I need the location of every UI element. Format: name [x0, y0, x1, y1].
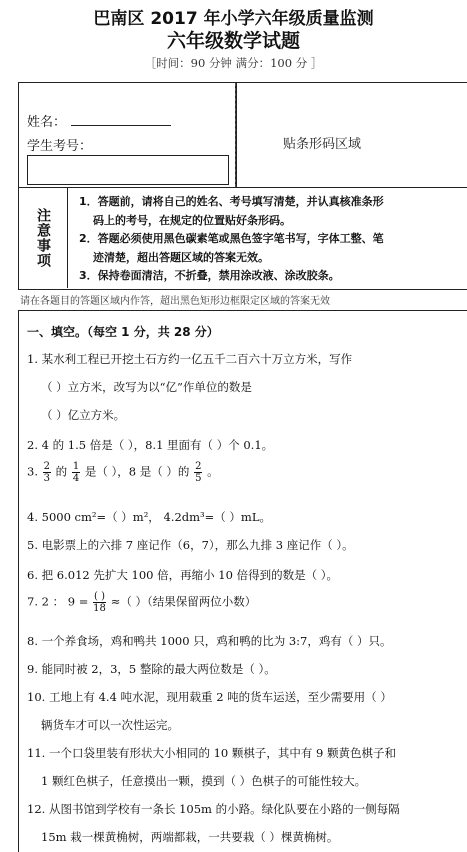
barcode-area: 贴条形码区域: [283, 137, 362, 152]
question-3: 3. $\frac{2}{3}$ 的 $\frac{1}{4}$ 是（ ），8 是（ ）的 $\frac{2}{5}$ 。: [27, 461, 219, 484]
question-line: 辆货车才可以一次性运完。: [41, 718, 179, 732]
fraction: $\frac{1}{4}$: [72, 461, 80, 484]
name-label: 姓名：: [27, 115, 67, 130]
notes-item: 迹清楚，超出答题区域的答案无效。: [93, 250, 269, 264]
question-line: 8. 一个养食场，鸡和鸭共 1000 只，鸡和鸭的比为 3:7，鸡有（ ）只。: [27, 634, 392, 648]
question-line: （ ）立方米，改写为以“亿”作单位的数是: [41, 380, 252, 394]
student-no-field[interactable]: [27, 155, 229, 185]
notes-item: 码上的考号，在规定的位置贴好条形码。: [93, 213, 291, 227]
fraction: $\frac{2}{3}$: [43, 461, 51, 484]
question-line: 1. 某水利工程已开挖土石方约一亿五千二百六十万立方米，写作: [27, 352, 353, 366]
section-title: 一、填空。（每空 1 分，共 28 分）: [27, 325, 219, 339]
answer-area-warning: 请在各题目的答题区域内作答，超出黑色矩形边框限定区域的答案无效: [20, 296, 330, 307]
question-line: 11. 一个口袋里装有形状大小相同的 10 颗棋子，其中有 9 颗黄色棋子和: [27, 746, 397, 760]
question-line: 12. 从图书馆到学校有一条长 105m 的小路。绿化队要在小路的一侧每隔: [27, 802, 400, 816]
question-line: 9. 能同时被 2，3，5 整除的最大两位数是（ ）。: [27, 662, 276, 676]
notes-item: 3．保持卷面清洁，不折叠，禁用涂改液、涂改胶条。: [79, 269, 340, 282]
fraction: $\frac{2}{5}$: [195, 461, 202, 484]
question-line: 15m 栽一棵黄桷树，两端都栽，一共要栽（ ）棵黄桷树。: [41, 830, 339, 844]
exam-title-line1: 巴南区 2017 年小学六年级质量监测: [93, 9, 374, 29]
question-number: 7.: [27, 594, 38, 609]
exam-title-line2: 六年级数学试题: [166, 30, 300, 52]
question-line: 4. 5000 cm²=（ ）m²， 4.2dm³=（ ）mL。: [27, 510, 271, 524]
answer-area: [18, 310, 467, 852]
student-no-label: 学生考号：: [27, 139, 93, 154]
question-line: （ ）亿立方米。: [41, 408, 126, 422]
question-number: 3.: [27, 464, 38, 479]
question-line: 5. 电影票上的六排 7 座记作（6，7），那么九排 3 座记作（ ）。: [27, 538, 354, 552]
notes-list: [79, 193, 465, 286]
question-line: 2. 4 的 1.5 倍是（ ），8.1 里面有（ ）个 0.1。: [27, 438, 274, 452]
notes-item: 1．答题前，请将自己的姓名、考号填写清楚，并认真核准条形: [79, 195, 384, 208]
question-line: 6. 把 6.012 先扩大 100 倍，再缩小 10 倍得到的数是（ ）。: [27, 568, 338, 582]
question-7: 7. 2 ： 9 = $\frac{( )}{18}$ ≈（ ）（结果保留两位小数）: [27, 591, 257, 614]
question-line: 10. 工地上有 4.4 吨水泥，现用载重 2 吨的货车运送，至少需要用（ ）: [27, 690, 392, 704]
name-field[interactable]: [71, 125, 171, 126]
notes-label: 注意事项: [19, 188, 68, 288]
notes-item: 2．答题必须使用黑色碳素笔或黑色签字笔书写，字体工整、笔: [79, 232, 384, 245]
student-info-box: [18, 82, 467, 290]
divider: [19, 187, 467, 188]
fraction: $\frac{( )}{18}$: [93, 591, 106, 614]
time-score-info: ［时间：90 分钟 满分：100 分 ］: [144, 56, 323, 70]
divider: [235, 83, 237, 187]
question-line: 1 颗红色棋子，任意摸出一颗，摸到（ ）色棋子的可能性较大。: [41, 774, 367, 788]
